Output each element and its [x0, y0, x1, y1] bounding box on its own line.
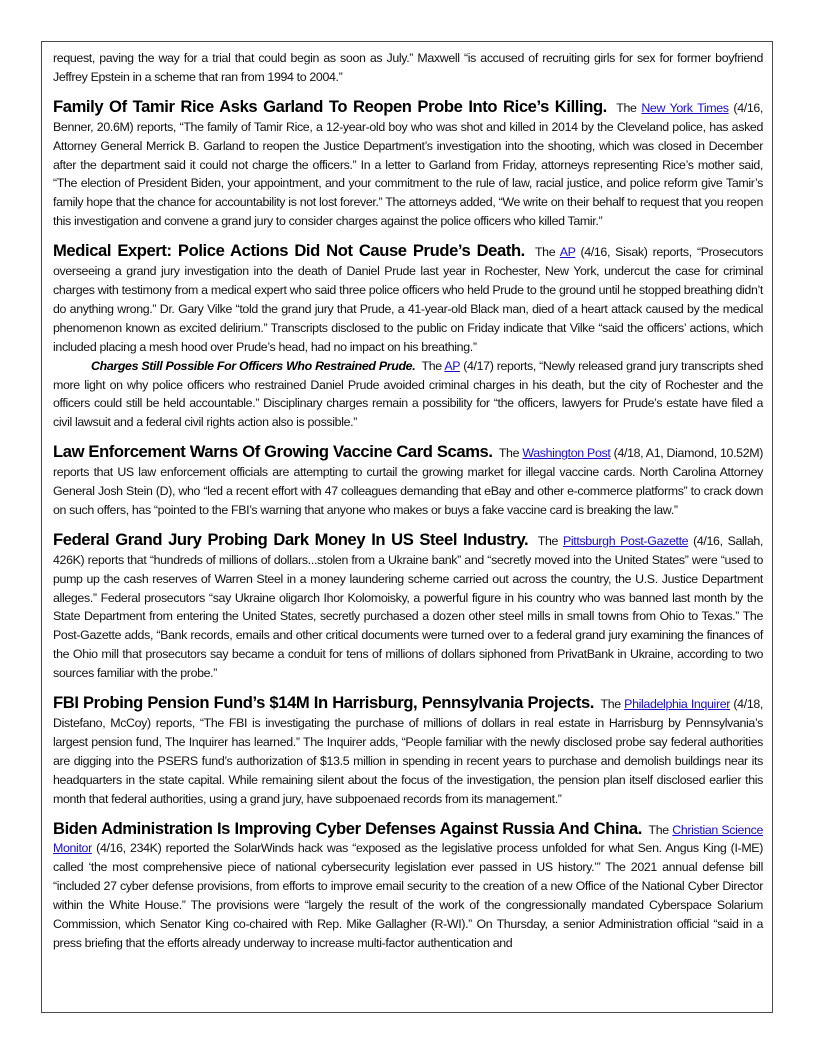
article-prude-medical [53, 242, 763, 356]
article-headline: Family Of Tamir Rice Asks Garland To Reopen Probe Into Rice’s Killing. [53, 96, 607, 116]
article-body: (4/18, Distefano, McCoy) reports, “The FBI is investigating the purchase of millions of dollars in real estate in Harrisburg by Pennsylvania’s largest pension fund, The Inquirer has learned.” The Inquirer adds, “People familiar with the newly disclosed probe say federal authorities are digging into the PSERS fund’s authorization of $13.5 million in spending in recent years to purchase and demolish buildings near its headquarters in the state capital. While remaining silent about the focus of the investigation, the pension plan itself disclosed earlier this month that federal authorities, using a grand jury, have subpoenaed records from its management.” [53, 697, 763, 806]
article-body: (4/16, Benner, 20.6M) reports, “The family of Tamir Rice, a 12-year-old boy who was shot and killed in 2014 by the Cleveland police, has asked Attorney General Merrick B. Garland to reopen the Justice Department’s investigation into the shooting, which was closed in December after the department said it could not charge the officers.” In a letter to Garland from Friday, attorneys representing Rice’s mother said, “The election of President Biden, your appointment, and your commitment to the rule of law, racial justice, and police reform give Tamir’s family hope that the chance for accountability is not lost forever.” The attorneys added, “We write on their behalf to request that you reopen this investigation and convene a grand jury to consider charges against the police officers who killed Tamir.” [53, 100, 764, 229]
article-body: request, paving the way for a trial that could begin as soon as July.” Maxwell “is accused of recruiting girls for sex for former boyfriend Jeffrey Epstein in a scheme that ran from 1994 to 2004.” [53, 51, 763, 84]
article-headline: Law Enforcement Warns Of Growing Vaccine Card Scams. [53, 442, 493, 462]
article-headline: Medical Expert: Police Actions Did Not Cause Prude’s Death. [53, 241, 525, 261]
article-pension-fund [53, 694, 763, 808]
article-headline: Biden Administration Is Improving Cyber Defenses Against Russia And China. [53, 818, 642, 838]
article-lead-in: The [498, 446, 520, 461]
article-headline: Federal Grand Jury Probing Dark Money In US Steel Industry. [53, 529, 529, 549]
article-lead-in: The [600, 697, 621, 712]
article-lead-in: The [421, 358, 442, 373]
article-lead-in: The [534, 245, 556, 260]
article-vaccine-card [53, 443, 763, 520]
article-headline: FBI Probing Pension Fund’s $14M In Harrisburg, Pennsylvania Projects. [53, 693, 594, 713]
source-link-pittsburgh-post-gazette[interactable]: Pittsburgh Post-Gazette [562, 533, 689, 548]
article-subheadline: Charges Still Possible For Officers Who Restrained Prude. [91, 358, 416, 373]
article-body: (4/16, Sisak) reports, “Prosecutors overseeing a grand jury investigation into the death of Daniel Prude last year in Rochester, New York, undercut the case for criminal charges with testimony from a medical expert who said three police officers who held Prude to the ground until he stopped breathing didn’t do anything wrong.” Dr. Gary Vilke “told the grand jury that Prude, a 41-year-old Black man, died of a heart attack caused by the medical phenomenon known as excited delirium.” Transcripts disclosed to the public on Friday indicate that Vilke “said the officers’ actions, which included placing a mesh hood over Prude’s head, had no impact on his breathing.” [53, 245, 763, 354]
article-body: (4/16, 234K) reported the SolarWinds hack was “exposed as the legislative process unfolded for what Sen. Angus King (I-ME) called ‘the most comprehensive piece of national cybersecurity legislation ever passed in US history.’” The 2021 annual defense bill “included 27 cyber defense provisions, from efforts to improve email security to the creation of a new Office of the National Cyber Director within the White House.” The provisions were “largely the result of the work of the congressionally mandated Cyberspace Solarium Commission, which Senator King co-chaired with Rep. Mike Gallagher (R-WI).” On Thursday, a senior Administration official “said in a press briefing that the efforts already underway to increase multi-factor authentication and [53, 841, 763, 950]
source-link-ap[interactable]: AP [444, 358, 460, 373]
source-link-new-york-times[interactable]: New York Times [641, 100, 729, 115]
document-body [53, 49, 763, 964]
article-body: (4/18, A1, Diamond, 10.52M) reports that US law enforcement officials are attempting to curtail the growing market for illegal vaccine cards. North Carolina Attorney General Josh Stein (D), who “led a recent effort with 47 colleagues demanding that eBay and other e-commerce platforms” to crack down on such offers, has “pointed to the FBI’s warning that anyone who makes or buys a fake vaccine card is breaking the law.” [53, 446, 764, 517]
article-tamir-rice [53, 98, 763, 231]
article-body: (4/16, Sallah, 426K) reports that “hundreds of millions of dollars...stolen from a Ukraine bank” and “secretly moved into the United States” were “used to pump up the cash reserves of Warren Steel in a money laundering scheme carried out across the country, the U.S. Justice Department alleges.” Federal prosecutors “say Ukraine oligarch Ihor Kolomoisky, a powerful figure in his country who was banned last month by the State Department from entering the United States, secretly purchased a dozen other steel mills in small towns from Ohio to Texas.” The Post-Gazette adds, “Bank records, emails and other critical documents were turned over to a federal grand jury examining the finances of the Ohio mill that prosecutors say became a conduit for tens of millions of dollars siphoned from PrivatBank in Ukraine, according to two sources familiar with the probe.” [53, 533, 763, 681]
source-link-christian-science-monitor[interactable]: Christian Science Monitor [53, 822, 763, 856]
article-prude-charges [53, 357, 763, 433]
article-lead-in: The [616, 100, 637, 115]
source-link-philadelphia-inquirer[interactable]: Philadelphia Inquirer [624, 697, 731, 712]
article-body: (4/17) reports, “Newly released grand jury transcripts shed more light on why police officers who restrained Daniel Prude avoided criminal charges in his death, but the city of Rochester and the officers could still be held accountable.” Disciplinary charges remain a possibility for “the officers, lawyers for Prude’s estate have filed a civil lawsuit and a federal civil rights action also is possible.” [53, 358, 763, 430]
article-lead-in: The [537, 533, 559, 548]
article-lead-in: The [648, 822, 669, 837]
source-link-ap[interactable]: AP [559, 245, 576, 260]
article-cyber-defenses [53, 820, 763, 953]
article-maxwell-continuation [53, 49, 763, 87]
article-us-steel [53, 531, 763, 683]
source-link-washington-post[interactable]: Washington Post [522, 446, 611, 461]
